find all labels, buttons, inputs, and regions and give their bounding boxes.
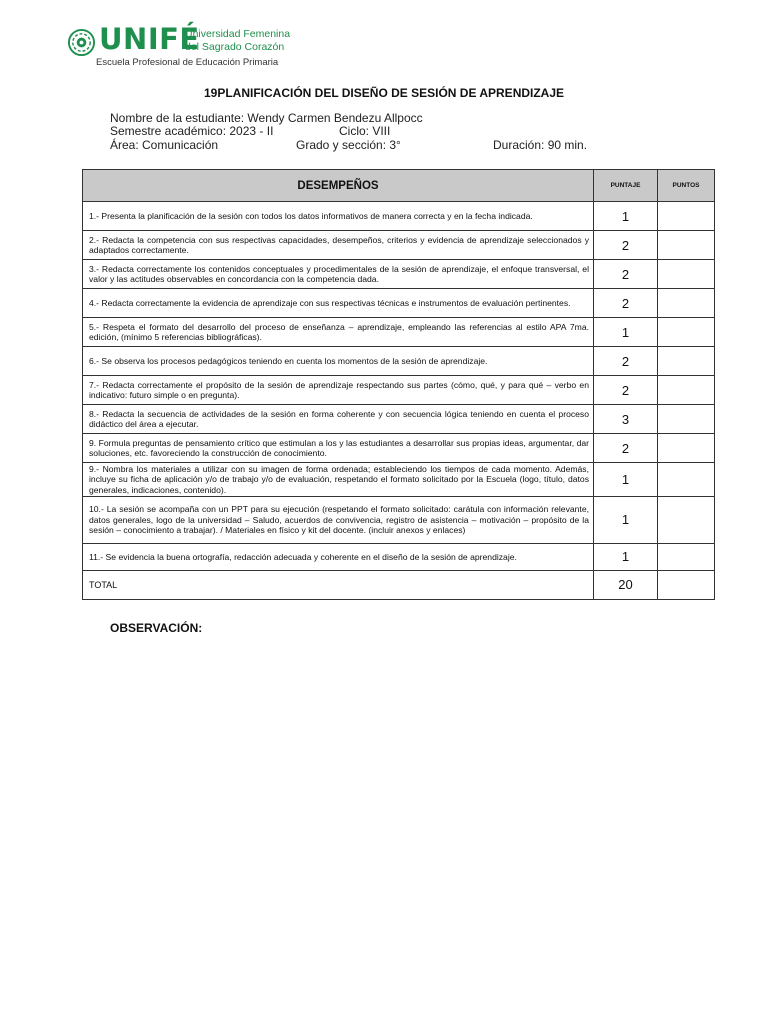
criterion-text: 2.- Redacta la competencia con sus respectivas capacidades, desempeños, criterios y evidencia de aprendizaje seleccionados y adaptados correctamente. bbox=[83, 231, 594, 260]
criterion-text: 7.- Redacta correctamente el propósito de la sesión de aprendizaje respectando sus partes (cómo, qué, y para qué – verbo en indicativo: futuro simple o en pregunta). bbox=[83, 376, 594, 405]
criterion-points-cell bbox=[658, 260, 715, 289]
header-puntaje: PUNTAJE bbox=[594, 170, 658, 202]
table-row bbox=[83, 347, 715, 376]
table-header-row bbox=[83, 170, 715, 202]
criterion-score: 2 bbox=[594, 289, 658, 318]
table-row bbox=[83, 318, 715, 347]
criterion-points-cell bbox=[658, 289, 715, 318]
criterion-text: 4.- Redacta correctamente la evidencia de aprendizaje con sus respectivas técnicas e instrumentos de evaluación pertinentes. bbox=[83, 289, 594, 318]
total-label: TOTAL bbox=[83, 570, 594, 599]
school-name: Escuela Profesional de Educación Primaria bbox=[96, 57, 279, 68]
criterion-score: 1 bbox=[594, 318, 658, 347]
table-row bbox=[83, 376, 715, 405]
table-row bbox=[83, 434, 715, 463]
cycle: Ciclo: VIII bbox=[339, 124, 391, 138]
criterion-text: 5.- Respeta el formato del desarrollo del proceso de enseñanza – aprendizaje, empleando las referencias al estilo APA 7ma. edición, (mínimo 5 referencias bibliográficas). bbox=[83, 318, 594, 347]
rubric-table bbox=[82, 169, 715, 600]
criterion-score: 2 bbox=[594, 231, 658, 260]
criterion-points-cell bbox=[658, 202, 715, 231]
academic-semester: Semestre académico: 2023 - II bbox=[110, 124, 274, 138]
header-puntos: PUNTOS bbox=[658, 170, 715, 202]
criterion-points-cell bbox=[658, 347, 715, 376]
total-points-cell bbox=[658, 570, 715, 599]
criterion-score: 1 bbox=[594, 202, 658, 231]
student-name: Nombre de la estudiante: Wendy Carmen Bendezu Allpocc bbox=[110, 111, 423, 125]
table-row bbox=[83, 289, 715, 318]
criterion-points-cell bbox=[658, 434, 715, 463]
logo-university-line2: del Sagrado Corazón bbox=[185, 41, 285, 53]
criterion-score: 2 bbox=[594, 347, 658, 376]
document-title: 19PLANIFICACIÓN DEL DISEÑO DE SESIÓN DE APRENDIZAJE bbox=[203, 86, 565, 100]
criterion-score: 2 bbox=[594, 434, 658, 463]
criterion-text: 11.- Se evidencia la buena ortografía, redacción adecuada y coherente en el diseño de la sesión de aprendizaje. bbox=[83, 543, 594, 570]
observation-label: OBSERVACIÓN: bbox=[110, 621, 203, 635]
criterion-score: 1 bbox=[594, 496, 658, 543]
criterion-score: 2 bbox=[594, 376, 658, 405]
criterion-score: 1 bbox=[594, 543, 658, 570]
criterion-points-cell bbox=[658, 405, 715, 434]
criterion-text: 6.- Se observa los procesos pedagógicos teniendo en cuenta los momentos de la sesión de aprendizaje. bbox=[83, 347, 594, 376]
table-row bbox=[83, 260, 715, 289]
grade-section: Grado y sección: 3° bbox=[296, 138, 401, 152]
table-row bbox=[83, 463, 715, 497]
table-row bbox=[83, 496, 715, 543]
table-row bbox=[83, 231, 715, 260]
criterion-score: 2 bbox=[594, 260, 658, 289]
total-row bbox=[83, 570, 715, 599]
criterion-points-cell bbox=[658, 463, 715, 497]
criterion-text: 9.- Nombra los materiales a utilizar con su imagen de forma ordenada; estableciendo los tiempos de cada momento. Además, incluye su ficha de aplicación y/o de trabajo y/o de evaluación, respetando el formato solicitado por la Escuela (logo, título, datos generales, indicaciones, contenido). bbox=[83, 463, 594, 497]
header-desempenos: DESEMPEÑOS bbox=[83, 170, 594, 202]
criterion-points-cell bbox=[658, 376, 715, 405]
university-logo bbox=[67, 22, 307, 71]
logo-university-line1: Universidad Femenina bbox=[185, 28, 291, 40]
criterion-text: 8.- Redacta la secuencia de actividades de la sesión en forma coherente y con secuencia lógica teniendo en cuenta el proceso didáctico del área a ejecutar. bbox=[83, 405, 594, 434]
criterion-text: 9. Formula preguntas de pensamiento crítico que estimulan a los y las estudiantes a desarrollar sus propias ideas, argumentar, dar soluciones, etc. favoreciendo la construcción de conocimiento. bbox=[83, 434, 594, 463]
table-row bbox=[83, 405, 715, 434]
criterion-points-cell bbox=[658, 543, 715, 570]
criterion-points-cell bbox=[658, 318, 715, 347]
university-seal-icon bbox=[67, 28, 96, 57]
criterion-text: 1.- Presenta la planificación de la sesión con todos los datos informativos de manera correcta y en la fecha indicada. bbox=[83, 202, 594, 231]
duration: Duración: 90 min. bbox=[493, 138, 588, 152]
criterion-text: 10.- La sesión se acompaña con un PPT para su ejecución (respetando el formato solicitado: carátula con información relevante, datos generales, logo de la universidad – Saludo, acuerdos de convivencia, registro de asistencia – motivación – propósito de la sesión – conocimiento a trabajar). / Materiales en físico y kit del docente. (incluir anexos y enlaces) bbox=[83, 496, 594, 543]
table-row bbox=[83, 202, 715, 231]
criterion-points-cell bbox=[658, 496, 715, 543]
logo-wordmark: UNIFÉ bbox=[99, 22, 200, 56]
table-row bbox=[83, 543, 715, 570]
criterion-points-cell bbox=[658, 231, 715, 260]
total-score: 20 bbox=[594, 570, 658, 599]
subject-area: Área: Comunicación bbox=[110, 138, 219, 152]
criterion-text: 3.- Redacta correctamente los contenidos conceptuales y procedimentales de la sesión de aprendizaje, el enfoque transversal, el valor y las actitudes observables en concordancia con la competencia dada. bbox=[83, 260, 594, 289]
criterion-score: 3 bbox=[594, 405, 658, 434]
criterion-score: 1 bbox=[594, 463, 658, 497]
